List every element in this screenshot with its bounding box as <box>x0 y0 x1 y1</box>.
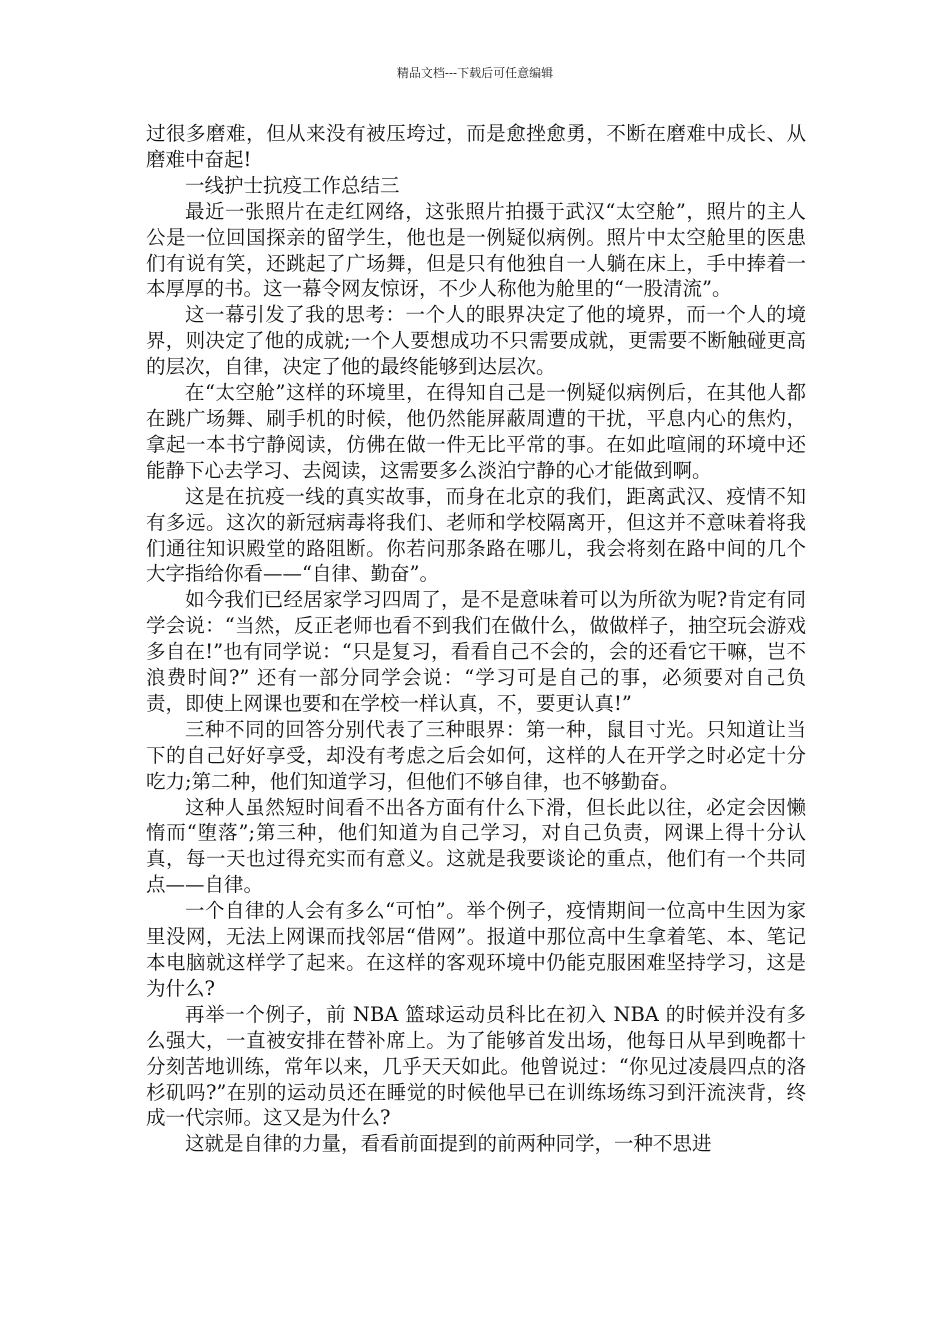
document-body <box>146 121 806 1157</box>
paragraph: 这种人虽然短时间看不出各方面有什么下滑，但长此以往，必定会因懒惰而“堕落”;第三种，他们知道为自己学习，对自己负责，网课上得十分认真，每一天也过得充实而有意义。这就是我要谈论的重点，他们有一个共同点——自律。 <box>146 795 806 897</box>
paragraph: 三种不同的回答分别代表了三种眼界：第一种，鼠目寸光。只知道让当下的自己好好享受，却没有考虑之后会如何，这样的人在开学之时必定十分吃力;第二种，他们知道学习，但他们不够自律，也不够勤奋。 <box>146 717 806 793</box>
paragraph: 这就是自律的力量，看看前面提到的前两种同学，一种不思进 <box>185 1132 712 1156</box>
section-title: 一线护士抗疫工作总结三 <box>185 173 400 197</box>
paragraph: 如今我们已经居家学习四周了，是不是意味着可以为所欲为呢?肯定有同学会说：“当然，反正老师也看不到我们在做什么，做做样子，抽空玩会游戏多自在!”也有同学说：“只是复习，看看自己不会的，会的还看它干嘛，岂不浪费时间?” 还有一部分同学会说：“学习可是自己的事，必须要对自己负责，即使上网课也要和在学校一样认真，不，要更认真!” <box>146 588 806 715</box>
paragraph: 在“太空舱”这样的环境里，在得知自己是一例疑似病例后，在其他人都在跳广场舞、刷手机的时候，他仍然能屏蔽周遭的干扰，平息内心的焦灼，拿起一本书宁静阅读，仿佛在做一件无比平常的事。在如此喧闹的环境中还能静下心去学习、去阅读，这需要多么淡泊宁静的心才能做到啊。 <box>146 381 806 482</box>
paragraph: 这一幕引发了我的思考：一个人的眼界决定了他的境界，而一个人的境界，则决定了他的成就;一个人要想成功不只需要成就，更需要不断触碰更高的层次，自律，决定了他的最终能够到达层次。 <box>146 303 806 379</box>
paragraph: 再举一个例子，前 NBA 篮球运动员科比在初入 NBA 的时候并没有多么强大，一直被安排在替补席上。为了能够首发出场，他每日从早到晚都十分刻苦地训练，常年以来，几乎天天如此。他曾说过：“你见过凌晨四点的洛杉矶吗?”在别的运动员还在睡觉的时候他早已在训练场练习到汗流浃背，终成一代宗师。这又是为什么? <box>146 1002 806 1130</box>
paragraph-continuation: 过很多磨难，但从来没有被压垮过，而是愈挫愈勇，不断在磨难中成长、从磨难中奋起! <box>146 122 806 171</box>
paragraph: 这是在抗疫一线的真实故事，而身在北京的我们，距离武汉、疫情不知有多远。这次的新冠病毒将我们、老师和学校隔离开，但这并不意味着将我们通往知识殿堂的路阻断。你若问那条路在哪儿，我会将刻在路中间的几个大字指给你看——“自律、勤奋”。 <box>146 484 806 586</box>
page-header: 精品文档---下载后可任意编辑 <box>396 66 554 80</box>
paragraph: 一个自律的人会有多么“可怕”。举个例子，疫情期间一位高中生因为家里没网，无法上网课而找邻居“借网”。报道中那位高中生拿着笔、本、笔记本电脑就这样学了起来。在这样的客观环境中仍能克服困难坚持学习，这是为什么? <box>146 899 806 1000</box>
paragraph: 最近一张照片在走红网络，这张照片拍摄于武汉“太空舱”，照片的主人公是一位回国探亲的留学生，他也是一例疑似病例。照片中太空舱里的医患们有说有笑，还跳起了广场舞，但是只有他独自一人躺在床上，手中捧着一本厚厚的书。这一幕令网友惊讶，不少人称他为舱里的“一股清流”。 <box>146 199 806 301</box>
